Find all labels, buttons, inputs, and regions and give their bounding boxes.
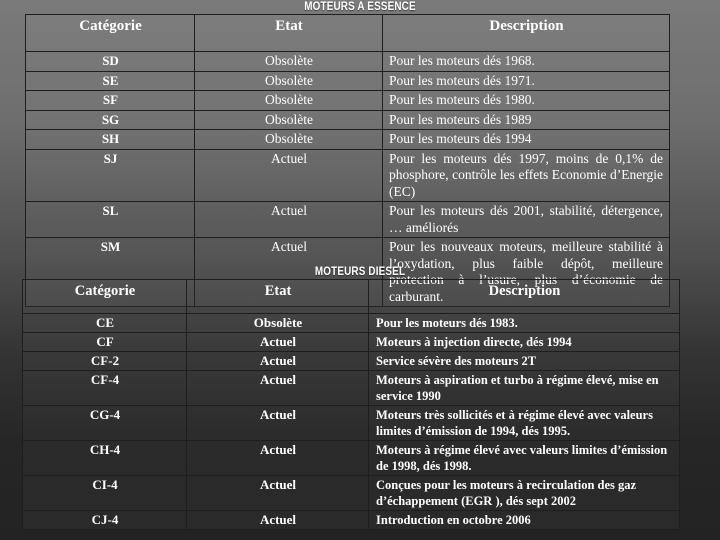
column-header-categorie: Catégorie — [26, 15, 195, 52]
cell-description: Pour les moteurs dés 1989 — [383, 110, 670, 130]
cell-description: Pour les moteurs dés 1971. — [383, 71, 670, 91]
table-row — [23, 333, 680, 352]
cell-etat: Actuel — [187, 406, 369, 441]
cell-categorie: SJ — [26, 149, 195, 202]
cell-description: Service sévère des moteurs 2T — [369, 352, 680, 371]
table-header-row — [26, 15, 670, 52]
cell-categorie: SE — [26, 71, 195, 91]
cell-etat: Actuel — [195, 149, 383, 202]
table-row — [26, 130, 670, 150]
column-header-description: Description — [383, 15, 670, 52]
cell-categorie: SF — [26, 91, 195, 111]
cell-etat: Obsolète — [195, 130, 383, 150]
table-row — [23, 371, 680, 406]
column-header-etat: Etat — [195, 15, 383, 52]
cell-categorie: SL — [26, 202, 195, 238]
cell-etat: Actuel — [187, 476, 369, 511]
table-row — [23, 352, 680, 371]
cell-description: Pour les moteurs dés 1994 — [383, 130, 670, 150]
table-row — [26, 110, 670, 130]
cell-etat: Actuel — [187, 371, 369, 406]
table-header-row — [23, 280, 680, 314]
cell-etat: Obsolète — [195, 91, 383, 111]
table-row — [26, 71, 670, 91]
cell-etat: Obsolète — [195, 52, 383, 72]
cell-description: Moteurs à injection directe, dés 1994 — [369, 333, 680, 352]
cell-description: Pour les nouveaux moteurs, meilleure stabilité à l’oxydation, plus faible dépôt, meilleure protection à l’usure, plus d’économie de carburant. — [383, 238, 670, 307]
cell-etat: Actuel — [187, 352, 369, 371]
section-title-diesel: MOTEURS DIESEL — [314, 266, 406, 278]
table-row — [23, 406, 680, 441]
column-header-description: Description — [369, 280, 680, 314]
cell-description: Pour les moteurs dés 1997, moins de 0,1% de phosphore, contrôle les effets Economie d’Energie (EC) — [383, 149, 670, 202]
table-row — [23, 314, 680, 333]
table-row — [26, 149, 670, 202]
cell-description: Introduction en octobre 2006 — [369, 511, 680, 530]
cell-etat: Actuel — [195, 238, 383, 307]
table-row — [26, 52, 670, 72]
cell-description: Moteurs très sollicités et à régime élevé avec valeurs limites d’émission de 1994, dés 1995. — [369, 406, 680, 441]
cell-etat: Obsolète — [195, 110, 383, 130]
cell-description: Pour les moteurs dés 1980. — [383, 91, 670, 111]
cell-categorie: SD — [26, 52, 195, 72]
cell-etat: Actuel — [187, 441, 369, 476]
column-header-etat: Etat — [187, 280, 369, 314]
column-header-categorie: Catégorie — [23, 280, 187, 314]
cell-categorie: CI-4 — [23, 476, 187, 511]
cell-categorie: CE — [23, 314, 187, 333]
cell-etat: Obsolète — [195, 71, 383, 91]
cell-categorie: CJ-4 — [23, 511, 187, 530]
table-moteurs-essence — [25, 14, 670, 307]
table-row — [26, 91, 670, 111]
cell-categorie: CF-2 — [23, 352, 187, 371]
cell-description: Moteurs à aspiration et turbo à régime élevé, mise en service 1990 — [369, 371, 680, 406]
cell-categorie: CF-4 — [23, 371, 187, 406]
cell-categorie: CF — [23, 333, 187, 352]
cell-etat: Actuel — [195, 202, 383, 238]
cell-categorie: SH — [26, 130, 195, 150]
cell-etat: Actuel — [187, 333, 369, 352]
table-row — [26, 202, 670, 238]
section-title-essence: MOTEURS A ESSENCE — [304, 1, 416, 13]
cell-description: Pour les moteurs dés 2001, stabilité, détergence, … améliorés — [383, 202, 670, 238]
cell-description: Conçues pour les moteurs à recirculation des gaz d’échappement (EGR ), dés sept 2002 — [369, 476, 680, 511]
table-row — [23, 476, 680, 511]
cell-categorie: CH-4 — [23, 441, 187, 476]
cell-etat: Actuel — [187, 511, 369, 530]
table-moteurs-diesel — [22, 279, 680, 530]
cell-description: Pour les moteurs dés 1983. — [369, 314, 680, 333]
cell-description: Moteurs à régime élevé avec valeurs limites d’émission de 1998, dés 1998. — [369, 441, 680, 476]
cell-description: Pour les moteurs dés 1968. — [383, 52, 670, 72]
cell-categorie: CG-4 — [23, 406, 187, 441]
table-row — [23, 511, 680, 530]
cell-categorie: SM — [26, 238, 195, 307]
table-row — [23, 441, 680, 476]
cell-categorie: SG — [26, 110, 195, 130]
cell-etat: Obsolète — [187, 314, 369, 333]
